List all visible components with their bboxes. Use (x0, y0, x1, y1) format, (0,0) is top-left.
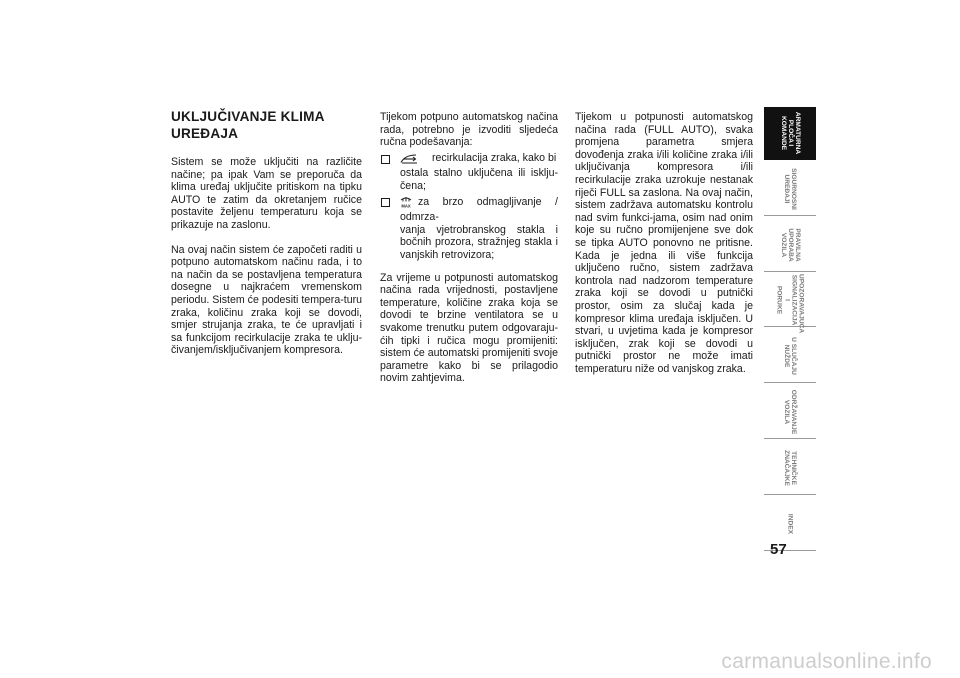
tab-label: SIGURNOSNI UREĐAJI (783, 167, 798, 210)
text-column-2 (380, 111, 558, 397)
max-label: MAX (401, 202, 411, 208)
bullet-text: vanja vjetrobranskog stakla i bočnih prozora, stražnjeg stakla i vanjskih retrovizora; (400, 223, 558, 261)
tab-label: TEHNIČKE ZNAČAJKE (783, 449, 798, 486)
tab-odrzavanje-vozila[interactable] (764, 386, 816, 439)
paragraph: Tijekom potpuno automatskog načina rada, potrebno je izvoditi sljedeća ručna podešavanja: (380, 111, 558, 149)
tab-label: ODRŽAVANJE VOZILA (783, 389, 798, 435)
paragraph: Za vrijeme u potpunosti automatskog načina rada vrijednosti, postavljene temperature, količine zraka koja se dovodi te brzine ventilatora se u svakome trenutku putem odgovaraju-ćih tipki i ručica mogu promijeniti: sistem će automatski promijeniti svoje parametre kako bi se prilagodio novim zahtjevima. (380, 271, 558, 385)
paragraph: Tijekom u potpunosti automatskog načina rada (FULL AUTO), svaka promjena parametra smjera dovođenja zraka i/ili količine zraka i/ili uključivanja kompresora i/ili recirkulacije zraka uzrokuje nestanak riječi FULL sa zaslona. Na ovaj način, sistem zadržava automatsku kontrolu nad svim funkci-jama, osim nad onim koje su ručno promijenjene sve dok se tipka AUTO ponovno ne pritisne. Kada je jedna ili više funkcija uključeno ručno, sistem zadržava kontrola nad nadzorom temperature zraka koji se dovodi u putnički prostor, osim za slučaj kada je kompresor klima uređaja isključen. U stvari, u uvjetima kada je kompresor isključen, zrak koji se dovodi u putnički prostor ne može imati temperaturu niže od vanjskog zraka. (575, 111, 753, 375)
tab-pravilna-uporaba[interactable] (764, 219, 816, 272)
bullet-max-defrost (380, 195, 558, 262)
text-column-3 (575, 111, 753, 387)
tab-label: INDEX (786, 513, 794, 534)
tab-upozoravajuca-signalizacija[interactable] (764, 274, 816, 334)
tab-armaturna-ploca[interactable] (764, 107, 816, 160)
paragraph: Sistem se može uključiti na različite načine; pa ipak Vam se preporuča da klima uređaj uključite pritiskom na tipku AUTO te zatim da okretanjem ručice postavite željenu temperaturu koja se prikazuje na zaslonu. (171, 156, 362, 231)
tab-label: U SLUČAJU NUŽDE (783, 337, 798, 376)
tab-u-slucaju-nuzde[interactable] (764, 330, 816, 383)
paragraph: Na ovaj način sistem će započeti raditi u potpuno automatskom načinu rada, i to na način da se postavljena temperatura dosegne u najkraćem vremenskom periodu. Sistem će podesiti tempera-turu zraka, količinu zraka koji se dovodi, smjer strujanja zraka, te će upravljati i sa funkcijom recirkulacije zraka te uklju-čivanjem/isključivanjem kompresora. (171, 243, 362, 357)
chapter-tabs (764, 107, 816, 553)
bullet-text: recirkulacija zraka, kako bi (432, 151, 557, 164)
recirculation-icon (400, 153, 418, 168)
tab-label: ARMATURNA PLOČA I KOMANDE (779, 111, 801, 155)
bullet-recirculation (380, 152, 558, 193)
max-defrost-icon (400, 195, 412, 212)
bullet-text: za brzo odmagljivanje / odmrza- (400, 195, 558, 224)
tab-sigurnosni-uredaji[interactable] (764, 163, 816, 216)
text-column-1 (171, 108, 362, 369)
tab-label: UPOZORAVAJUĆA SIGNALIZACIJA I PORUKE (775, 274, 805, 334)
tab-label: PRAVILNA UPORABA VOZILA (779, 227, 801, 262)
watermark: carmanualsonline.info (721, 650, 932, 673)
tab-tehnicke-znacajke[interactable] (764, 442, 816, 495)
bullet-text: ostala stalno uključena ili isklju-čena; (400, 167, 558, 192)
checkbox-bullet-icon (381, 198, 390, 207)
section-title: UKLJUČIVANJE KLIMA UREĐAJA (171, 109, 325, 141)
page-number: 57 (770, 541, 787, 558)
checkbox-bullet-icon (381, 155, 390, 164)
